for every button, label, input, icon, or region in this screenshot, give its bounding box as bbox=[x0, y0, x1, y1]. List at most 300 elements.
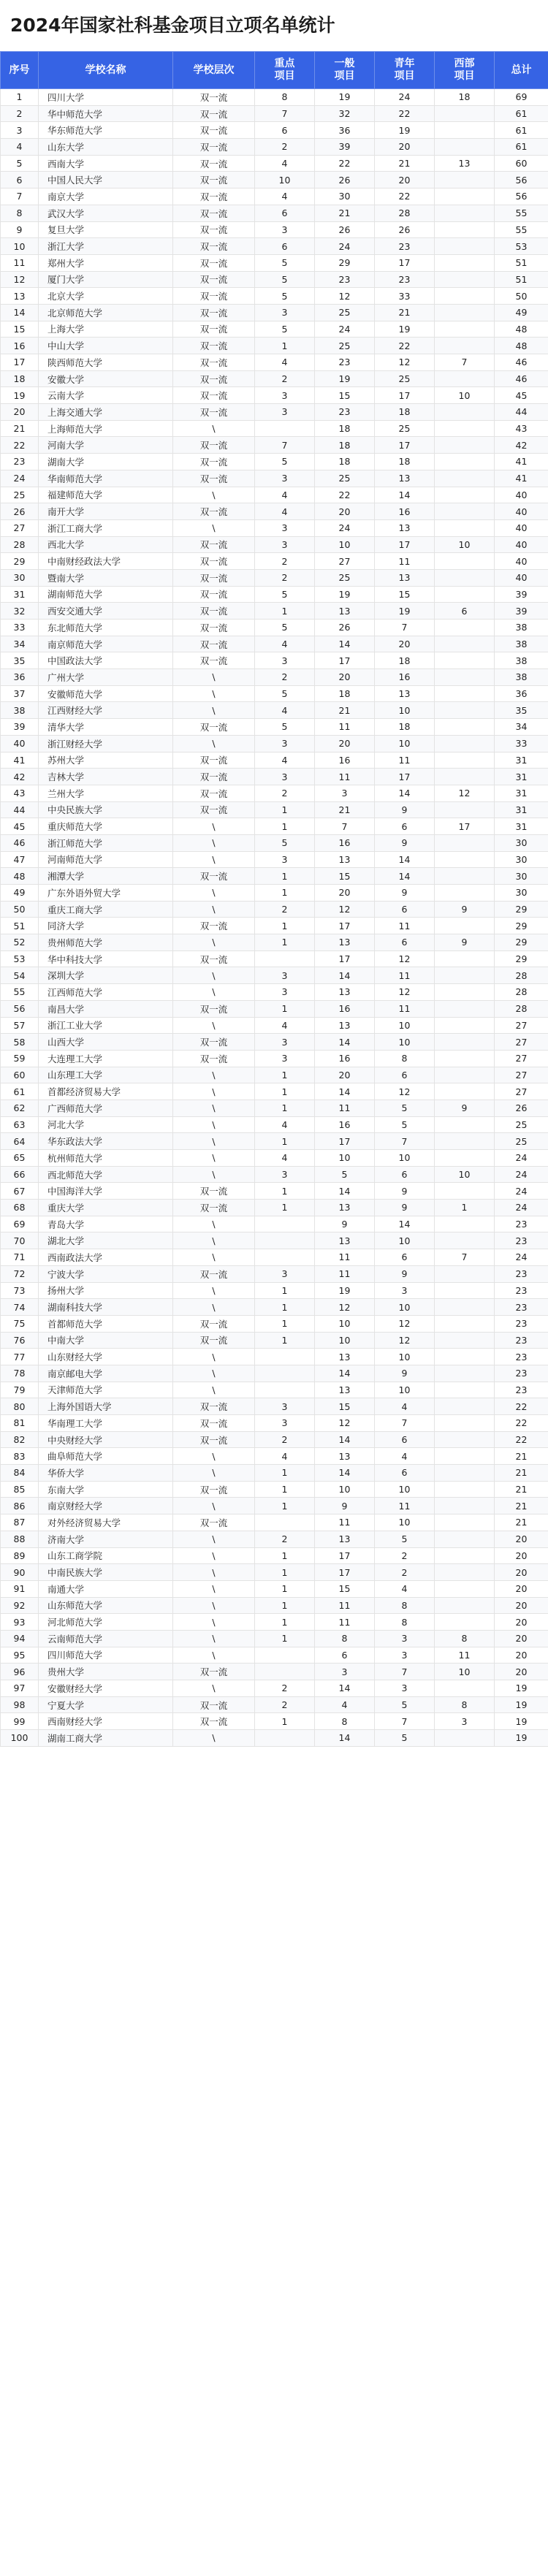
header-line: 西部 bbox=[454, 58, 475, 69]
cell-general-projects: 16 bbox=[315, 752, 375, 769]
cell-western-projects bbox=[435, 487, 495, 503]
cell-western-projects bbox=[435, 801, 495, 818]
cell-index: 38 bbox=[1, 702, 39, 719]
cell-youth-projects: 23 bbox=[375, 238, 435, 255]
cell-school-level: \ bbox=[173, 1100, 255, 1116]
cell-western-projects bbox=[435, 1299, 495, 1316]
cell-total: 27 bbox=[495, 1067, 548, 1083]
cell-school-level: 双一流 bbox=[173, 437, 255, 454]
header-school-name bbox=[39, 52, 173, 89]
cell-total: 31 bbox=[495, 752, 548, 769]
cell-key-projects: 3 bbox=[255, 1166, 315, 1183]
cell-general-projects: 11 bbox=[315, 1265, 375, 1282]
header-line: 序号 bbox=[9, 64, 30, 76]
cell-general-projects: 10 bbox=[315, 1332, 375, 1349]
cell-total: 29 bbox=[495, 918, 548, 934]
cell-western-projects bbox=[435, 304, 495, 321]
cell-school-level: 双一流 bbox=[173, 1034, 255, 1051]
cell-key-projects: 3 bbox=[255, 1398, 315, 1415]
cell-general-projects: 18 bbox=[315, 420, 375, 437]
cell-key-projects: 1 bbox=[255, 1299, 315, 1316]
cell-school-level: 双一流 bbox=[173, 1696, 255, 1713]
cell-school-level: \ bbox=[173, 1067, 255, 1083]
cell-index: 74 bbox=[1, 1299, 39, 1316]
cell-school-name: 上海交通大学 bbox=[39, 404, 173, 421]
cell-index: 48 bbox=[1, 868, 39, 885]
cell-index: 32 bbox=[1, 603, 39, 620]
cell-youth-projects: 16 bbox=[375, 669, 435, 686]
table-row bbox=[1, 984, 548, 1001]
cell-index: 75 bbox=[1, 1315, 39, 1332]
table-row bbox=[1, 254, 548, 271]
cell-western-projects: 13 bbox=[435, 155, 495, 172]
cell-western-projects bbox=[435, 967, 495, 984]
table-row bbox=[1, 885, 548, 902]
cell-total: 20 bbox=[495, 1564, 548, 1581]
table-row bbox=[1, 1332, 548, 1349]
cell-total: 23 bbox=[495, 1299, 548, 1316]
cell-school-name: 西南政法大学 bbox=[39, 1249, 173, 1266]
cell-index: 82 bbox=[1, 1431, 39, 1448]
cell-school-name: 中国人民大学 bbox=[39, 172, 173, 188]
cell-key-projects: 8 bbox=[255, 89, 315, 106]
cell-western-projects bbox=[435, 1315, 495, 1332]
table-row bbox=[1, 636, 548, 652]
cell-general-projects: 14 bbox=[315, 1680, 375, 1697]
cell-key-projects: 3 bbox=[255, 1034, 315, 1051]
cell-index: 60 bbox=[1, 1067, 39, 1083]
cell-western-projects bbox=[435, 702, 495, 719]
cell-school-name: 重庆大学 bbox=[39, 1200, 173, 1216]
cell-school-name: 南通大学 bbox=[39, 1580, 173, 1597]
cell-key-projects: 2 bbox=[255, 785, 315, 801]
cell-total: 21 bbox=[495, 1514, 548, 1531]
cell-key-projects: 3 bbox=[255, 652, 315, 669]
cell-key-projects: 2 bbox=[255, 553, 315, 570]
cell-total: 23 bbox=[495, 1232, 548, 1249]
cell-youth-projects: 2 bbox=[375, 1564, 435, 1581]
cell-school-name: 重庆工商大学 bbox=[39, 901, 173, 918]
cell-school-level: 双一流 bbox=[173, 868, 255, 885]
cell-general-projects: 13 bbox=[315, 1448, 375, 1465]
table-row bbox=[1, 620, 548, 636]
cell-school-name: 西北师范大学 bbox=[39, 1166, 173, 1183]
cell-key-projects bbox=[255, 1730, 315, 1747]
cell-general-projects: 11 bbox=[315, 1249, 375, 1266]
cell-school-level: \ bbox=[173, 1630, 255, 1647]
cell-western-projects bbox=[435, 1680, 495, 1697]
cell-school-level: \ bbox=[173, 967, 255, 984]
cell-index: 39 bbox=[1, 719, 39, 736]
cell-western-projects bbox=[435, 1415, 495, 1432]
cell-index: 10 bbox=[1, 238, 39, 255]
cell-key-projects: 1 bbox=[255, 1200, 315, 1216]
cell-school-level: 双一流 bbox=[173, 1200, 255, 1216]
cell-key-projects: 4 bbox=[255, 155, 315, 172]
cell-western-projects bbox=[435, 1183, 495, 1200]
cell-western-projects bbox=[435, 1332, 495, 1349]
cell-school-level: 双一流 bbox=[173, 470, 255, 487]
cell-youth-projects: 20 bbox=[375, 172, 435, 188]
cell-youth-projects: 20 bbox=[375, 139, 435, 156]
cell-school-name: 清华大学 bbox=[39, 719, 173, 736]
cell-general-projects: 16 bbox=[315, 1050, 375, 1067]
cell-total: 20 bbox=[495, 1630, 548, 1647]
table-row bbox=[1, 1133, 548, 1150]
cell-key-projects: 1 bbox=[255, 1614, 315, 1631]
cell-general-projects: 17 bbox=[315, 1564, 375, 1581]
cell-school-level: 双一流 bbox=[173, 1431, 255, 1448]
cell-school-name: 浙江大学 bbox=[39, 238, 173, 255]
cell-total: 40 bbox=[495, 569, 548, 586]
cell-school-name: 广东外语外贸大学 bbox=[39, 885, 173, 902]
cell-school-level: 双一流 bbox=[173, 950, 255, 967]
cell-western-projects: 7 bbox=[435, 1249, 495, 1266]
cell-western-projects bbox=[435, 1730, 495, 1747]
table-row bbox=[1, 1547, 548, 1564]
table-row bbox=[1, 155, 548, 172]
cell-key-projects: 4 bbox=[255, 1448, 315, 1465]
cell-school-level: \ bbox=[173, 1647, 255, 1664]
cell-western-projects bbox=[435, 519, 495, 536]
cell-general-projects: 13 bbox=[315, 1349, 375, 1365]
cell-western-projects bbox=[435, 288, 495, 305]
cell-index: 43 bbox=[1, 785, 39, 801]
cell-total: 45 bbox=[495, 387, 548, 404]
cell-western-projects bbox=[435, 338, 495, 354]
cell-index: 52 bbox=[1, 934, 39, 951]
header-row bbox=[1, 52, 548, 89]
cell-school-level: 双一流 bbox=[173, 338, 255, 354]
table-row bbox=[1, 503, 548, 520]
cell-school-level: \ bbox=[173, 487, 255, 503]
table-row bbox=[1, 1664, 548, 1680]
table-row bbox=[1, 1630, 548, 1647]
cell-youth-projects: 5 bbox=[375, 1730, 435, 1747]
cell-index: 12 bbox=[1, 271, 39, 288]
cell-index: 57 bbox=[1, 1017, 39, 1034]
cell-general-projects: 22 bbox=[315, 487, 375, 503]
cell-western-projects bbox=[435, 1265, 495, 1282]
cell-school-name: 安徽师范大学 bbox=[39, 685, 173, 702]
cell-western-projects bbox=[435, 1431, 495, 1448]
cell-school-level: \ bbox=[173, 885, 255, 902]
cell-school-name: 西安交通大学 bbox=[39, 603, 173, 620]
cell-total: 41 bbox=[495, 470, 548, 487]
cell-general-projects: 10 bbox=[315, 536, 375, 553]
cell-youth-projects: 14 bbox=[375, 851, 435, 868]
cell-index: 28 bbox=[1, 536, 39, 553]
cell-total: 23 bbox=[495, 1349, 548, 1365]
cell-western-projects bbox=[435, 1465, 495, 1482]
cell-index: 51 bbox=[1, 918, 39, 934]
cell-western-projects bbox=[435, 752, 495, 769]
cell-school-level: 双一流 bbox=[173, 387, 255, 404]
cell-school-level: 双一流 bbox=[173, 188, 255, 205]
table-row bbox=[1, 1116, 548, 1133]
table-row bbox=[1, 1050, 548, 1067]
table-row bbox=[1, 1498, 548, 1514]
cell-school-level: 双一流 bbox=[173, 105, 255, 122]
cell-general-projects: 13 bbox=[315, 1232, 375, 1249]
cell-general-projects: 26 bbox=[315, 172, 375, 188]
cell-key-projects: 1 bbox=[255, 1498, 315, 1514]
cell-total: 26 bbox=[495, 1100, 548, 1116]
cell-index: 45 bbox=[1, 818, 39, 835]
cell-youth-projects: 9 bbox=[375, 1200, 435, 1216]
cell-school-level: 双一流 bbox=[173, 271, 255, 288]
cell-school-name: 湖北大学 bbox=[39, 1232, 173, 1249]
table-row bbox=[1, 1265, 548, 1282]
cell-school-name: 浙江财经大学 bbox=[39, 735, 173, 752]
table-row bbox=[1, 868, 548, 885]
cell-index: 88 bbox=[1, 1531, 39, 1547]
cell-total: 53 bbox=[495, 238, 548, 255]
cell-key-projects: 1 bbox=[255, 1332, 315, 1349]
header-line: 总计 bbox=[511, 64, 532, 76]
cell-index: 27 bbox=[1, 519, 39, 536]
table-row bbox=[1, 1514, 548, 1531]
cell-general-projects: 30 bbox=[315, 188, 375, 205]
cell-total: 20 bbox=[495, 1580, 548, 1597]
cell-total: 51 bbox=[495, 254, 548, 271]
cell-general-projects: 20 bbox=[315, 1067, 375, 1083]
cell-school-name: 华东政法大学 bbox=[39, 1133, 173, 1150]
cell-school-level: 双一流 bbox=[173, 89, 255, 106]
cell-youth-projects: 16 bbox=[375, 503, 435, 520]
cell-school-name: 山东理工大学 bbox=[39, 1067, 173, 1083]
cell-key-projects: 1 bbox=[255, 1100, 315, 1116]
cell-index: 59 bbox=[1, 1050, 39, 1067]
cell-school-name: 中南大学 bbox=[39, 1332, 173, 1349]
cell-key-projects: 1 bbox=[255, 918, 315, 934]
cell-youth-projects: 7 bbox=[375, 1133, 435, 1150]
cell-youth-projects: 5 bbox=[375, 1116, 435, 1133]
cell-western-projects bbox=[435, 1116, 495, 1133]
cell-school-name: 青岛大学 bbox=[39, 1216, 173, 1232]
cell-index: 31 bbox=[1, 586, 39, 603]
cell-general-projects: 26 bbox=[315, 620, 375, 636]
cell-school-level: 双一流 bbox=[173, 1514, 255, 1531]
cell-key-projects: 1 bbox=[255, 603, 315, 620]
cell-youth-projects: 22 bbox=[375, 105, 435, 122]
header-school-level bbox=[173, 52, 255, 89]
cell-western-projects: 1 bbox=[435, 1200, 495, 1216]
cell-general-projects: 15 bbox=[315, 1398, 375, 1415]
cell-key-projects: 5 bbox=[255, 288, 315, 305]
table-row bbox=[1, 1382, 548, 1398]
cell-school-level: 双一流 bbox=[173, 636, 255, 652]
table-row bbox=[1, 288, 548, 305]
cell-youth-projects: 8 bbox=[375, 1614, 435, 1631]
cell-youth-projects: 10 bbox=[375, 1299, 435, 1316]
cell-key-projects: 2 bbox=[255, 1696, 315, 1713]
table-row bbox=[1, 105, 548, 122]
table-row bbox=[1, 553, 548, 570]
cell-general-projects: 24 bbox=[315, 321, 375, 338]
cell-western-projects bbox=[435, 172, 495, 188]
cell-index: 6 bbox=[1, 172, 39, 188]
cell-school-name: 西南财经大学 bbox=[39, 1713, 173, 1730]
cell-index: 93 bbox=[1, 1614, 39, 1631]
cell-total: 50 bbox=[495, 288, 548, 305]
cell-school-name: 暨南大学 bbox=[39, 569, 173, 586]
cell-school-level: 双一流 bbox=[173, 503, 255, 520]
cell-total: 31 bbox=[495, 769, 548, 785]
cell-youth-projects: 11 bbox=[375, 1498, 435, 1514]
cell-school-name: 上海大学 bbox=[39, 321, 173, 338]
cell-youth-projects: 5 bbox=[375, 1531, 435, 1547]
cell-index: 80 bbox=[1, 1398, 39, 1415]
cell-school-level: 双一流 bbox=[173, 404, 255, 421]
cell-key-projects: 5 bbox=[255, 834, 315, 851]
cell-school-level: \ bbox=[173, 984, 255, 1001]
cell-school-level: 双一流 bbox=[173, 586, 255, 603]
cell-school-level: \ bbox=[173, 702, 255, 719]
cell-school-name: 南昌大学 bbox=[39, 1000, 173, 1017]
cell-school-level: 双一流 bbox=[173, 354, 255, 371]
cell-total: 34 bbox=[495, 719, 548, 736]
cell-total: 27 bbox=[495, 1050, 548, 1067]
cell-school-level: 双一流 bbox=[173, 304, 255, 321]
cell-index: 22 bbox=[1, 437, 39, 454]
cell-western-projects: 8 bbox=[435, 1696, 495, 1713]
table-row bbox=[1, 1448, 548, 1465]
cell-western-projects bbox=[435, 205, 495, 221]
cell-total: 40 bbox=[495, 519, 548, 536]
cell-school-level: 双一流 bbox=[173, 1000, 255, 1017]
cell-key-projects: 4 bbox=[255, 1017, 315, 1034]
cell-school-name: 湘潭大学 bbox=[39, 868, 173, 885]
cell-youth-projects: 10 bbox=[375, 1150, 435, 1167]
header-youth-projects bbox=[375, 52, 435, 89]
cell-key-projects: 1 bbox=[255, 1580, 315, 1597]
cell-youth-projects: 15 bbox=[375, 586, 435, 603]
cell-school-level: 双一流 bbox=[173, 620, 255, 636]
cell-school-name: 首都经济贸易大学 bbox=[39, 1083, 173, 1100]
cell-total: 38 bbox=[495, 636, 548, 652]
cell-key-projects bbox=[255, 1216, 315, 1232]
cell-key-projects: 3 bbox=[255, 769, 315, 785]
cell-youth-projects: 12 bbox=[375, 984, 435, 1001]
cell-school-name: 四川大学 bbox=[39, 89, 173, 106]
cell-school-level: 双一流 bbox=[173, 1664, 255, 1680]
cell-total: 28 bbox=[495, 984, 548, 1001]
cell-youth-projects: 19 bbox=[375, 321, 435, 338]
cell-total: 27 bbox=[495, 1034, 548, 1051]
cell-general-projects: 36 bbox=[315, 122, 375, 139]
cell-youth-projects: 17 bbox=[375, 254, 435, 271]
table-row bbox=[1, 536, 548, 553]
cell-western-projects: 8 bbox=[435, 1630, 495, 1647]
cell-key-projects: 5 bbox=[255, 254, 315, 271]
cell-school-name: 华侨大学 bbox=[39, 1465, 173, 1482]
cell-key-projects bbox=[255, 1382, 315, 1398]
cell-youth-projects: 9 bbox=[375, 1265, 435, 1282]
cell-total: 51 bbox=[495, 271, 548, 288]
table-row bbox=[1, 1216, 548, 1232]
cell-school-level: \ bbox=[173, 1498, 255, 1514]
cell-total: 31 bbox=[495, 818, 548, 835]
cell-general-projects: 14 bbox=[315, 1465, 375, 1482]
cell-western-projects bbox=[435, 620, 495, 636]
table-row bbox=[1, 139, 548, 156]
cell-youth-projects: 13 bbox=[375, 685, 435, 702]
cell-index: 84 bbox=[1, 1465, 39, 1482]
cell-index: 30 bbox=[1, 569, 39, 586]
cell-school-name: 浙江师范大学 bbox=[39, 834, 173, 851]
cell-index: 8 bbox=[1, 205, 39, 221]
cell-total: 36 bbox=[495, 685, 548, 702]
cell-total: 23 bbox=[495, 1265, 548, 1282]
cell-key-projects: 3 bbox=[255, 304, 315, 321]
table-row bbox=[1, 470, 548, 487]
table-row bbox=[1, 769, 548, 785]
cell-western-projects bbox=[435, 1216, 495, 1232]
cell-general-projects: 14 bbox=[315, 967, 375, 984]
cell-school-name: 贵州大学 bbox=[39, 1664, 173, 1680]
cell-general-projects: 10 bbox=[315, 1481, 375, 1498]
cell-youth-projects: 12 bbox=[375, 354, 435, 371]
cell-total: 19 bbox=[495, 1730, 548, 1747]
cell-general-projects: 20 bbox=[315, 669, 375, 686]
cell-index: 55 bbox=[1, 984, 39, 1001]
cell-total: 61 bbox=[495, 105, 548, 122]
cell-school-name: 天津师范大学 bbox=[39, 1382, 173, 1398]
cell-index: 62 bbox=[1, 1100, 39, 1116]
cell-index: 36 bbox=[1, 669, 39, 686]
cell-school-name: 东北师范大学 bbox=[39, 620, 173, 636]
cell-school-level: \ bbox=[173, 1166, 255, 1183]
table-row bbox=[1, 1100, 548, 1116]
cell-key-projects: 1 bbox=[255, 1315, 315, 1332]
cell-school-name: 中央民族大学 bbox=[39, 801, 173, 818]
header-general-projects bbox=[315, 52, 375, 89]
cell-key-projects: 3 bbox=[255, 1265, 315, 1282]
table-row bbox=[1, 1232, 548, 1249]
cell-school-name: 南开大学 bbox=[39, 503, 173, 520]
cell-key-projects: 1 bbox=[255, 1481, 315, 1498]
table-row bbox=[1, 1597, 548, 1614]
cell-school-name: 深圳大学 bbox=[39, 967, 173, 984]
cell-youth-projects: 6 bbox=[375, 1067, 435, 1083]
cell-youth-projects: 10 bbox=[375, 1349, 435, 1365]
cell-index: 66 bbox=[1, 1166, 39, 1183]
cell-youth-projects: 26 bbox=[375, 221, 435, 238]
cell-key-projects: 7 bbox=[255, 437, 315, 454]
cell-key-projects: 5 bbox=[255, 586, 315, 603]
cell-youth-projects: 6 bbox=[375, 901, 435, 918]
cell-school-name: 苏州大学 bbox=[39, 752, 173, 769]
cell-key-projects: 5 bbox=[255, 620, 315, 636]
cell-youth-projects: 9 bbox=[375, 885, 435, 902]
cell-youth-projects: 6 bbox=[375, 1166, 435, 1183]
cell-school-name: 山东师范大学 bbox=[39, 1597, 173, 1614]
cell-total: 40 bbox=[495, 536, 548, 553]
cell-index: 68 bbox=[1, 1200, 39, 1216]
cell-total: 20 bbox=[495, 1531, 548, 1547]
cell-index: 94 bbox=[1, 1630, 39, 1647]
cell-school-level: \ bbox=[173, 1116, 255, 1133]
table-row bbox=[1, 1183, 548, 1200]
cell-index: 5 bbox=[1, 155, 39, 172]
cell-index: 42 bbox=[1, 769, 39, 785]
cell-key-projects: 3 bbox=[255, 1050, 315, 1067]
cell-total: 25 bbox=[495, 1116, 548, 1133]
table-row bbox=[1, 1349, 548, 1365]
table-row bbox=[1, 669, 548, 686]
cell-school-level: 双一流 bbox=[173, 139, 255, 156]
